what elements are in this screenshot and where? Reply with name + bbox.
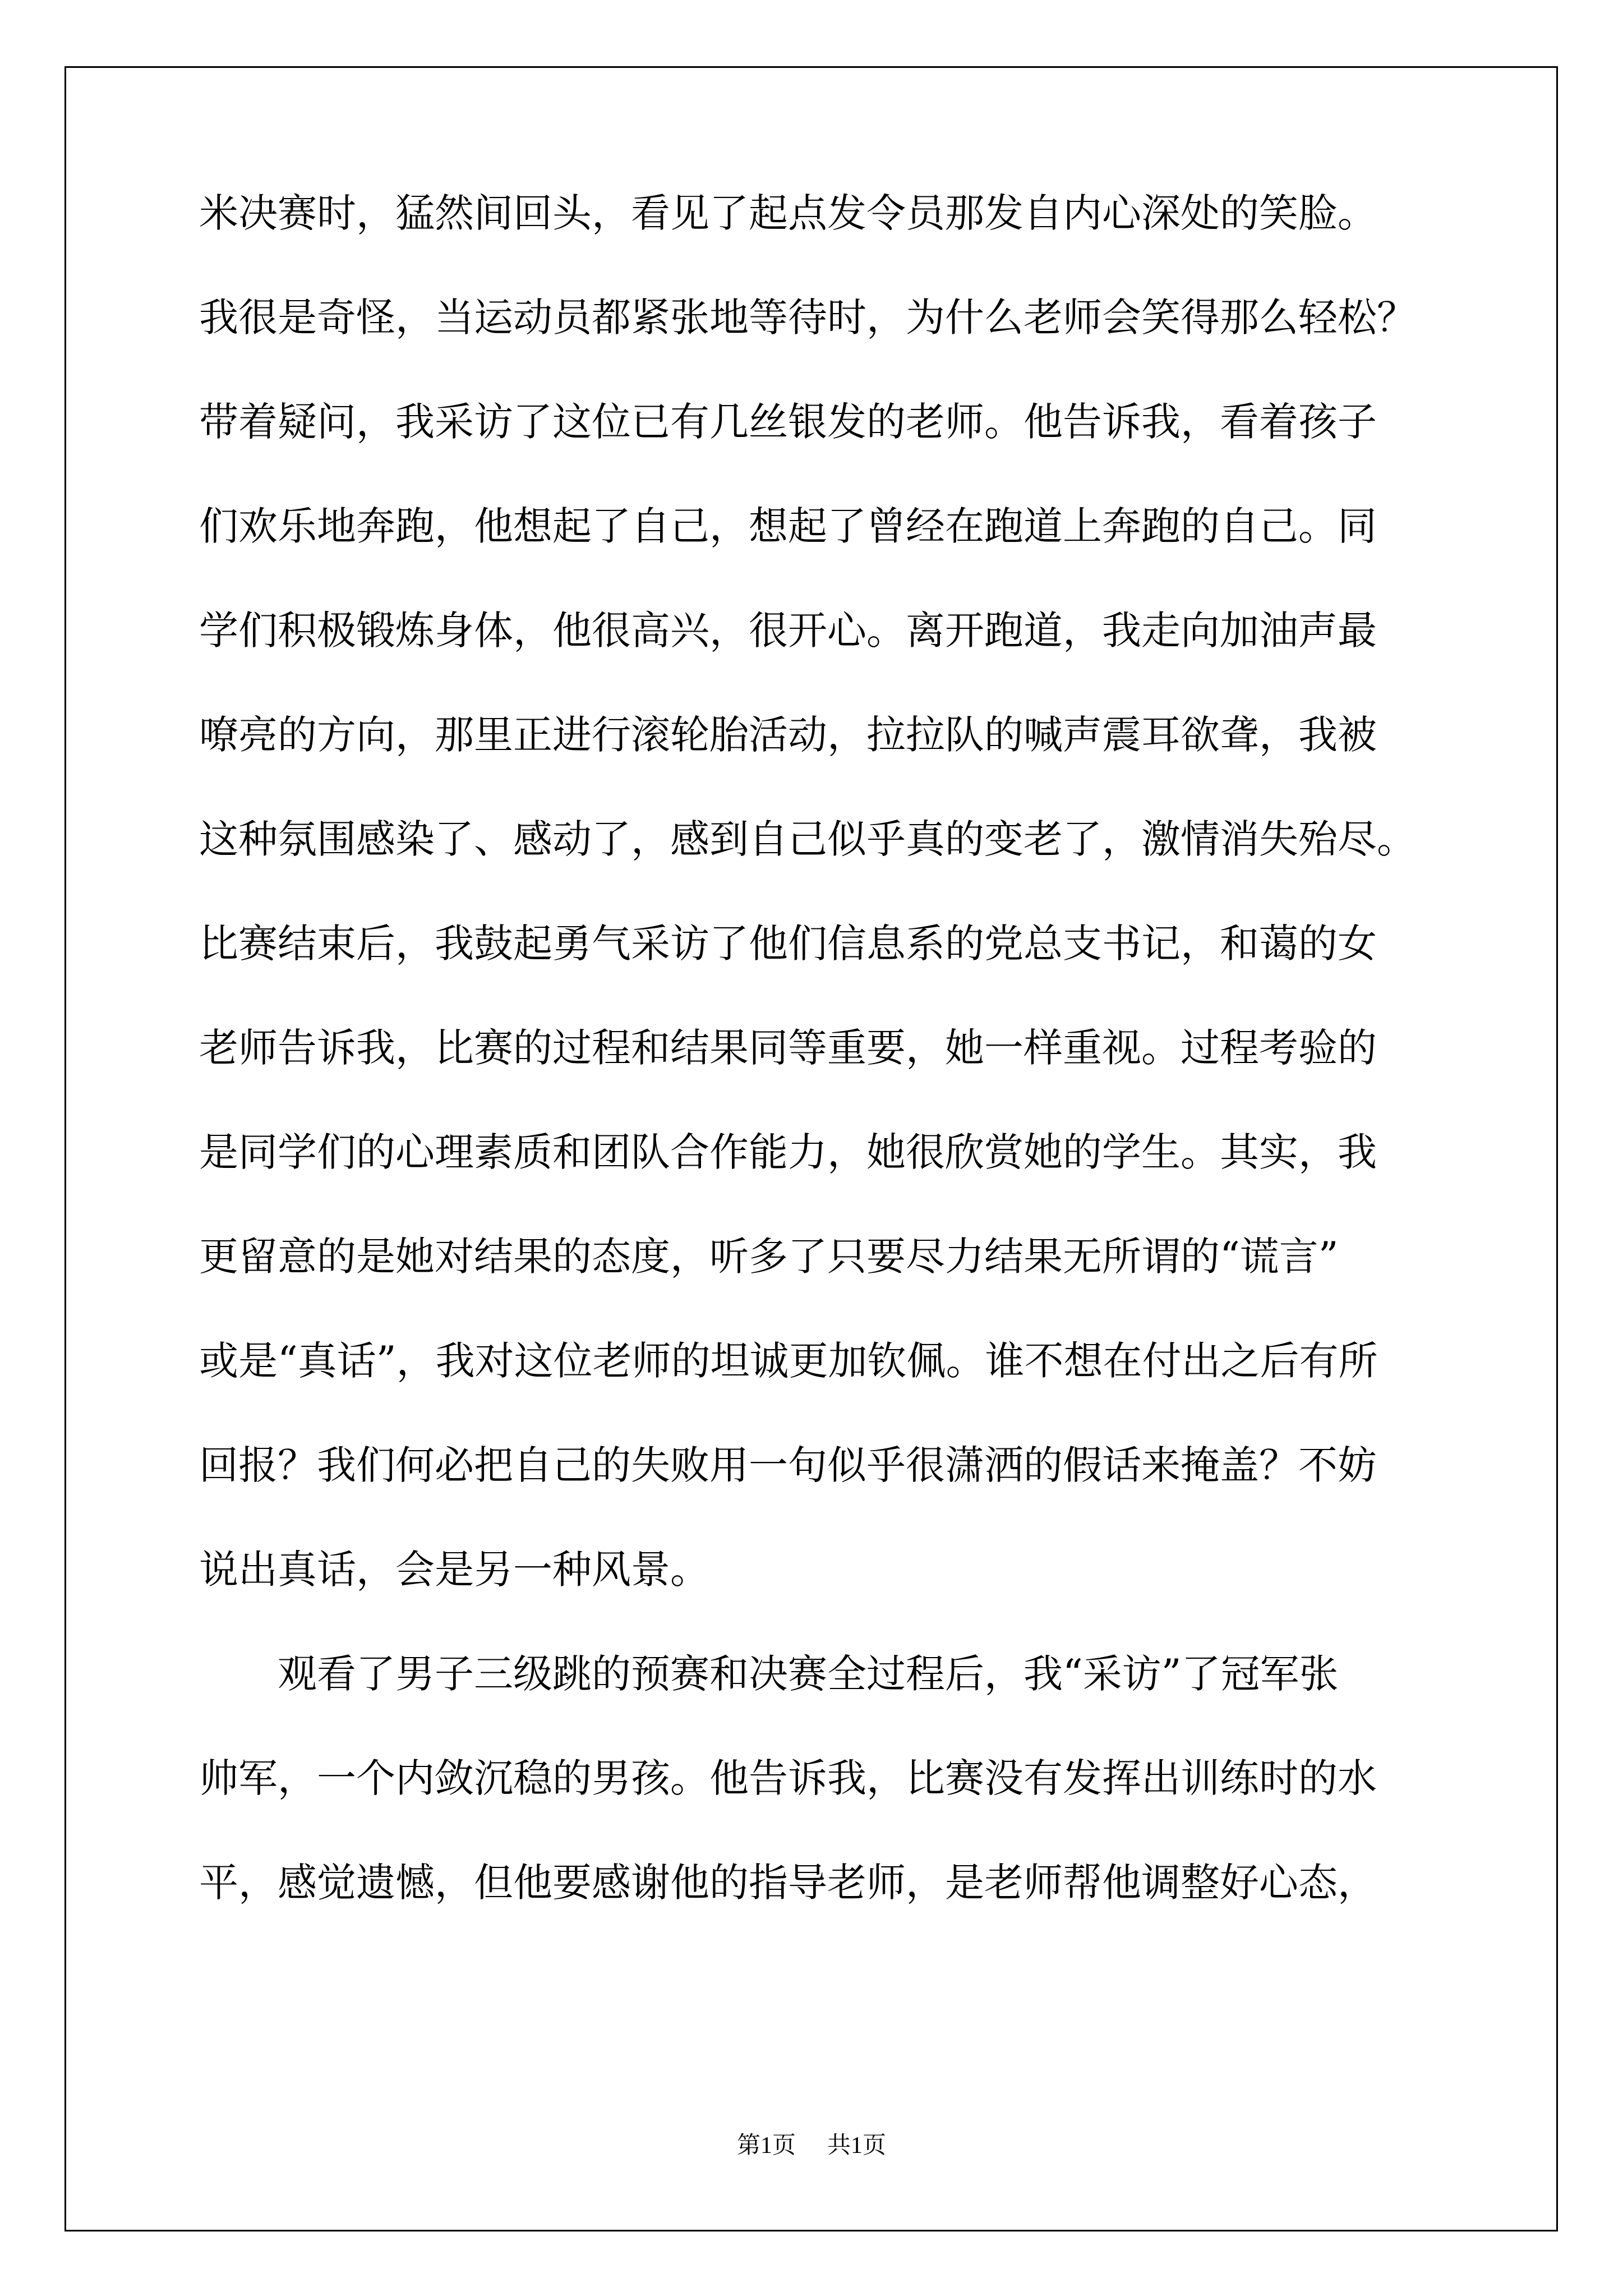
text-line: 学们积极锻炼身体，他很高兴，很开心。离开跑道，我走向加油声最 xyxy=(199,608,1377,654)
text-line: 是同学们的心理素质和团队合作能力，她很欣赏她的学生。其实，我 xyxy=(199,1129,1377,1175)
text-line: 们欢乐地奔跑，他想起了自己，想起了曾经在跑道上奔跑的自己。同 xyxy=(199,503,1377,549)
text-line: 或是“真话”，我对这位老师的坦诚更加钦佩。谁不想在付出之后有所 xyxy=(199,1338,1378,1384)
text-line: 我很是奇怪，当运动员都紧张地等待时，为什么老师会笑得那么轻松？ xyxy=(199,295,1416,341)
text-line: 米决赛时，猛然间回头，看见了起点发令员那发自内心深处的笑脸。 xyxy=(199,190,1377,236)
text-line: 老师告诉我，比赛的过程和结果同等重要，她一样重视。过程考验的 xyxy=(199,1025,1377,1071)
text-line: 观看了男子三级跳的预赛和决赛全过程后，我“采访”了冠军张 xyxy=(199,1651,1339,1697)
text-line: 平，感觉遗憾，但他要感谢他的指导老师，是老师帮他调整好心态， xyxy=(199,1860,1377,1906)
page-footer xyxy=(0,2129,1623,2162)
text-line: 回报？我们何必把自己的失败用一句似乎很潇洒的假话来掩盖？不妨 xyxy=(199,1442,1377,1488)
text-line: 更留意的是她对结果的态度，听多了只要尽力结果无所谓的“谎言” xyxy=(199,1234,1339,1280)
text-line: 说出真话，会是另一种风景。 xyxy=(199,1547,709,1593)
text-line: 帅军，一个内敛沉稳的男孩。他告诉我，比赛没有发挥出训练时的水 xyxy=(199,1755,1377,1801)
page-number-current: 第1页 xyxy=(736,2133,796,2159)
page-number-total: 共1页 xyxy=(827,2133,887,2159)
text-line: 这种氛围感染了、感动了，感到自己似乎真的变老了，激情消失殆尽。 xyxy=(199,816,1416,862)
text-line: 带着疑问，我采访了这位已有几丝银发的老师。他告诉我，看着孩子 xyxy=(199,399,1377,445)
text-line: 嘹亮的方向，那里正进行滚轮胎活动，拉拉队的喊声震耳欲聋，我被 xyxy=(199,712,1377,758)
text-line: 比赛结束后，我鼓起勇气采访了他们信息系的党总支书记，和蔼的女 xyxy=(199,921,1377,967)
